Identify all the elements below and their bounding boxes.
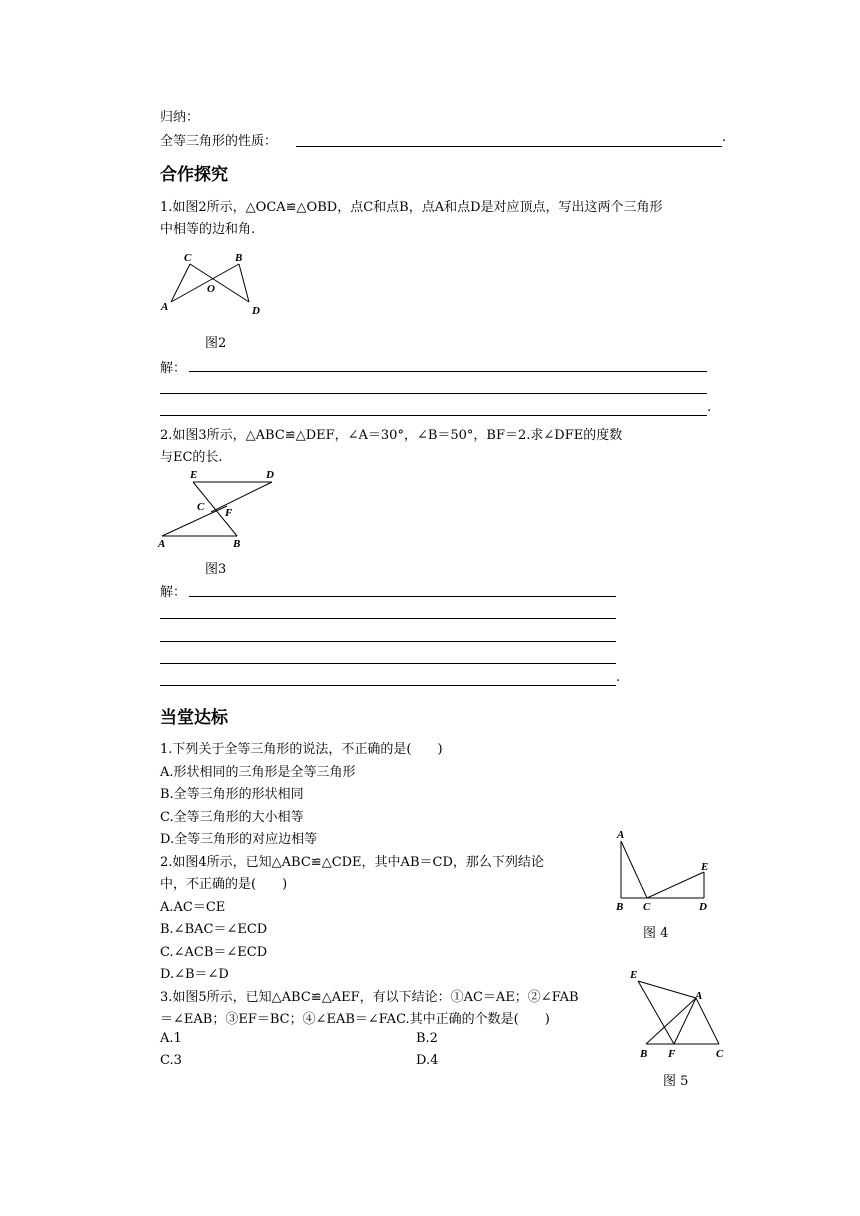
figure-2 bbox=[155, 250, 270, 320]
figure-5 bbox=[625, 966, 735, 1062]
fig4-label-a: A bbox=[617, 829, 625, 841]
p3-option-c[interactable]: C.3 bbox=[160, 1053, 182, 1068]
fig2-label-c: C bbox=[184, 252, 192, 264]
q1-line1: 1.如图2所示，△OCA≌△OBD，点C和点B，点A和点D是对应顶点，写出这两个三角形 bbox=[160, 200, 663, 215]
p3-line2: ＝∠EAB；③EF＝BC；④∠EAB＝∠FAC.其中正确的个数是( ) bbox=[160, 1012, 550, 1027]
p1-option-d[interactable]: D.全等三角形的对应边相等 bbox=[160, 832, 318, 847]
section-title-practice: 当堂达标 bbox=[160, 708, 228, 728]
fig3-label-f: F bbox=[225, 507, 233, 519]
fig4-label-e: E bbox=[701, 861, 709, 873]
property-answer-line[interactable] bbox=[296, 146, 722, 147]
p2-option-c[interactable]: C.∠ACB＝∠ECD bbox=[160, 945, 268, 960]
fig3-label-a: A bbox=[158, 538, 166, 550]
q2-answer-line-5[interactable] bbox=[160, 685, 616, 686]
figure-4-caption: 图 4 bbox=[643, 926, 669, 941]
p1-stem: 1.下列关于全等三角形的说法，不正确的是( ) bbox=[160, 742, 443, 757]
q1-answer-line-2[interactable] bbox=[160, 393, 707, 394]
figure-5-caption: 图 5 bbox=[663, 1074, 689, 1089]
property-end: . bbox=[722, 130, 727, 145]
fig5-label-c: C bbox=[716, 1048, 724, 1060]
figure-4 bbox=[610, 826, 720, 916]
fig4-label-d: D bbox=[699, 901, 707, 913]
q1-answer-end: . bbox=[707, 400, 712, 415]
fig3-label-d: D bbox=[266, 469, 274, 481]
fig5-label-e: E bbox=[630, 969, 638, 981]
fig2-label-o: O bbox=[207, 283, 215, 295]
figure-3 bbox=[155, 466, 280, 551]
p3-line1: 3.如图5所示，已知△ABC≌△AEF，有以下结论：①AC＝AE；②∠FAB bbox=[160, 990, 579, 1005]
p2-option-d[interactable]: D.∠B＝∠D bbox=[160, 967, 229, 982]
figure-2-caption: 图2 bbox=[205, 336, 227, 351]
fig3-label-e: E bbox=[190, 469, 198, 481]
q2-answer-line-1[interactable] bbox=[189, 596, 616, 597]
p2-option-a[interactable]: A.AC＝CE bbox=[160, 900, 226, 915]
q1-answer-line-1[interactable] bbox=[189, 371, 707, 372]
fig5-label-f: F bbox=[668, 1048, 676, 1060]
fig2-label-a: A bbox=[161, 301, 169, 313]
fig2-label-b: B bbox=[235, 252, 243, 264]
p2-line1: 2.如图4所示，已知△ABC≌△CDE，其中AB＝CD，那么下列结论 bbox=[160, 855, 544, 870]
q1-answer-line-3[interactable] bbox=[160, 415, 707, 416]
p2-line2: 中，不正确的是( ) bbox=[160, 877, 288, 892]
fig3-label-c: C bbox=[197, 501, 205, 513]
p1-option-a[interactable]: A.形状相同的三角形是全等三角形 bbox=[160, 765, 356, 780]
fig4-label-c: C bbox=[643, 901, 651, 913]
fig5-label-a: A bbox=[695, 990, 703, 1002]
q2-answer-label: 解： bbox=[160, 585, 187, 600]
q2-line2: 与EC的长. bbox=[160, 450, 223, 465]
p3-option-a[interactable]: A.1 bbox=[160, 1031, 182, 1046]
p1-option-c[interactable]: C.全等三角形的大小相等 bbox=[160, 810, 304, 825]
q2-answer-end: . bbox=[616, 670, 621, 685]
q2-answer-line-2[interactable] bbox=[160, 618, 616, 619]
section-title-cooperative: 合作探究 bbox=[160, 165, 228, 185]
q2-line1: 2.如图3所示，△ABC≌△DEF，∠A＝30°，∠B＝50°，BF＝2.求∠DFE的度数 bbox=[160, 428, 623, 443]
p3-option-d[interactable]: D.4 bbox=[416, 1053, 439, 1068]
q1-line2: 中相等的边和角. bbox=[160, 222, 256, 237]
figure-3-caption: 图3 bbox=[205, 562, 227, 577]
property-label: 全等三角形的性质： bbox=[160, 134, 278, 149]
q2-answer-line-4[interactable] bbox=[160, 663, 616, 664]
fig4-label-b: B bbox=[616, 901, 624, 913]
q2-answer-line-3[interactable] bbox=[160, 641, 616, 642]
p2-option-b[interactable]: B.∠BAC＝∠ECD bbox=[160, 922, 268, 937]
fig5-label-b: B bbox=[640, 1048, 648, 1060]
p1-option-b[interactable]: B.全等三角形的形状相同 bbox=[160, 787, 304, 802]
p3-option-b[interactable]: B.2 bbox=[416, 1031, 438, 1046]
summary-label: 归纳： bbox=[160, 110, 200, 125]
fig3-label-b: B bbox=[233, 538, 241, 550]
q1-answer-label: 解： bbox=[160, 361, 187, 376]
fig2-label-d: D bbox=[252, 305, 260, 317]
